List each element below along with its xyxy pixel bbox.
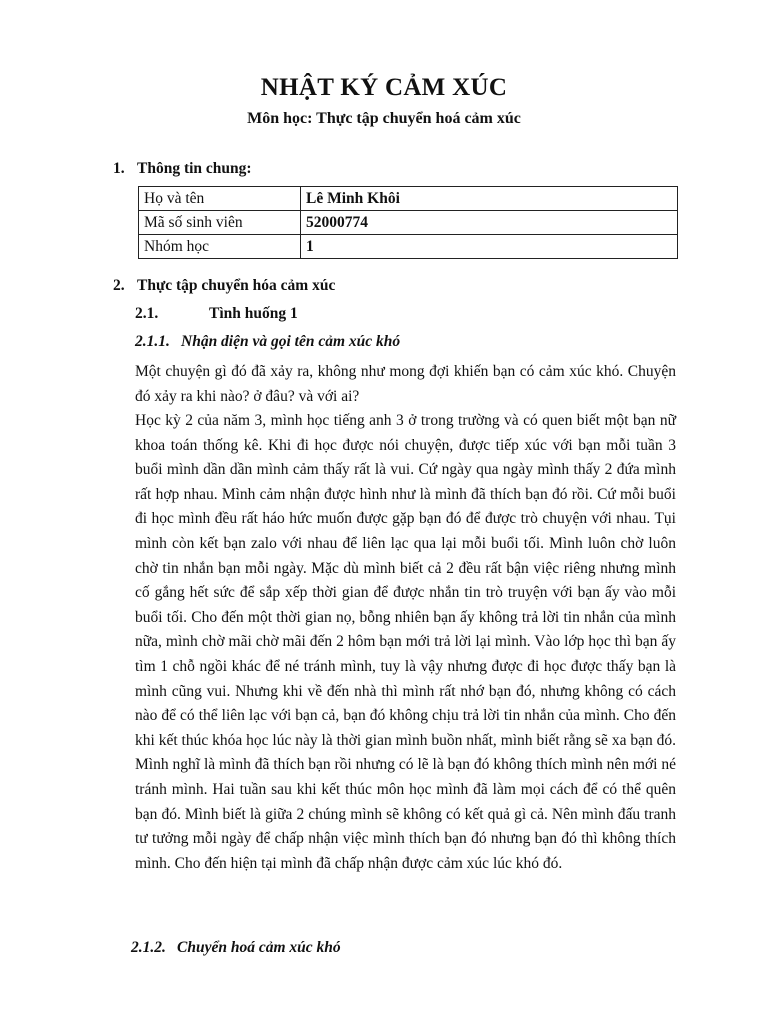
section-2-1-number: 2.1. bbox=[135, 305, 159, 322]
section-1-number: 1. bbox=[113, 160, 125, 177]
table-cell-label: Mã số sinh viên bbox=[139, 211, 301, 235]
section-2-1-2-number: 2.1.2. bbox=[131, 939, 166, 956]
section-2-1-1-number: 2.1.1. bbox=[135, 333, 170, 350]
section-2-1-2-title: Chuyển hoá cảm xúc khó bbox=[177, 939, 341, 956]
document-subtitle: Môn học: Thực tập chuyển hoá cảm xúc bbox=[247, 110, 521, 127]
section-2-1-heading bbox=[135, 305, 298, 323]
section-2-title: Thực tập chuyển hóa cảm xúc bbox=[137, 277, 336, 294]
table-cell-label: Nhóm học bbox=[139, 235, 301, 259]
section-2-1-2-heading bbox=[131, 939, 341, 957]
section-2-1-1-title: Nhận diện và gọi tên cảm xúc khó bbox=[181, 333, 401, 350]
section-2-heading bbox=[113, 277, 335, 295]
info-table bbox=[138, 186, 678, 259]
section-2-1-1-heading bbox=[135, 333, 400, 351]
table-cell-value: 52000774 bbox=[301, 211, 678, 235]
section-2-1-title: Tình huống 1 bbox=[209, 305, 298, 322]
table-cell-value: Lê Minh Khôi bbox=[301, 187, 678, 211]
table-row bbox=[139, 211, 678, 235]
table-row bbox=[139, 235, 678, 259]
question-paragraph: Một chuyện gì đó đã xảy ra, không như mong đợi khiến bạn có cảm xúc khó. Chuyện đó xảy ra khi nào? ở đâu? và với ai? bbox=[135, 363, 676, 405]
section-1-heading bbox=[113, 160, 252, 178]
section-2-number: 2. bbox=[113, 277, 125, 294]
table-cell-value: 1 bbox=[301, 235, 678, 259]
section-1-title: Thông tin chung: bbox=[137, 160, 252, 177]
story-paragraph: Học kỳ 2 của năm 3, mình học tiếng anh 3 ở trong trường và có quen biết một bạn nữ khoa toán thống kê. Khi đi học được nói chuyện, được tiếp xúc với bạn mỗi tuần 3 buổi mình dần dần mình cảm thấy rất là vui. Cứ ngày qua ngày mình thấy 2 đứa mình rất hợp nhau. Mình cảm nhận được hình như là mình đã thích bạn đó rồi. Cứ mỗi buổi đi học mình đều rất háo hức muốn được gặp bạn đó để được trò chuyện với nhau. Tụi mình còn kết bạn zalo với nhau để liên lạc qua lại mỗi buổi tối. Mình luôn chờ luôn chờ tin nhắn bạn mỗi ngày. Mặc dù mình biết cả 2 đều rất bận việc riêng nhưng mình cố gắng hết sức để sắp xếp thời gian để được nhắn tin trò truyện với bạn ấy vào mỗi buổi tối. Cho đến một thời gian nọ, bỗng nhiên bạn ấy không trả lời tin nhắn của mình nữa, mình chờ mãi chờ mãi đến 2 hôm bạn mới trả lời lại mình. Vào lớp học thì bạn ấy tìm 1 chỗ ngồi khác để né tránh mình, tuy là vậy nhưng được đi học được thấy bạn là mình cũng vui. Nhưng khi về đến nhà thì mình rất nhớ bạn đó, nhưng không có cách nào để có thể liên lạc với bạn cả, bạn đó không chịu trả lời tin nhắn của mình. Cho đến khi kết thúc khóa học lúc này là thời gian mình buồn nhất, mình biết rằng sẽ xa bạn đó. Mình nghĩ là mình đã thích bạn rồi nhưng có lẽ là bạn đó không thích mình nên mới né tránh mình. Hai tuần sau khi kết thúc môn học mình đã làm mọi cách để có thể quên bạn đó. Mình biết là giữa 2 chúng mình sẽ không có kết quả gì cả. Nên mình đấu tranh tư tưởng mỗi ngày để chấp nhận việc mình thích bạn đó nhưng bạn đó thì không thích mình. Cho đến hiện tại mình đã chấp nhận được cảm xúc lúc khó đó. bbox=[135, 412, 676, 872]
document-title: NHẬT KÝ CẢM XÚC bbox=[260, 74, 508, 101]
table-cell-label: Họ và tên bbox=[139, 187, 301, 211]
table-row bbox=[139, 187, 678, 211]
